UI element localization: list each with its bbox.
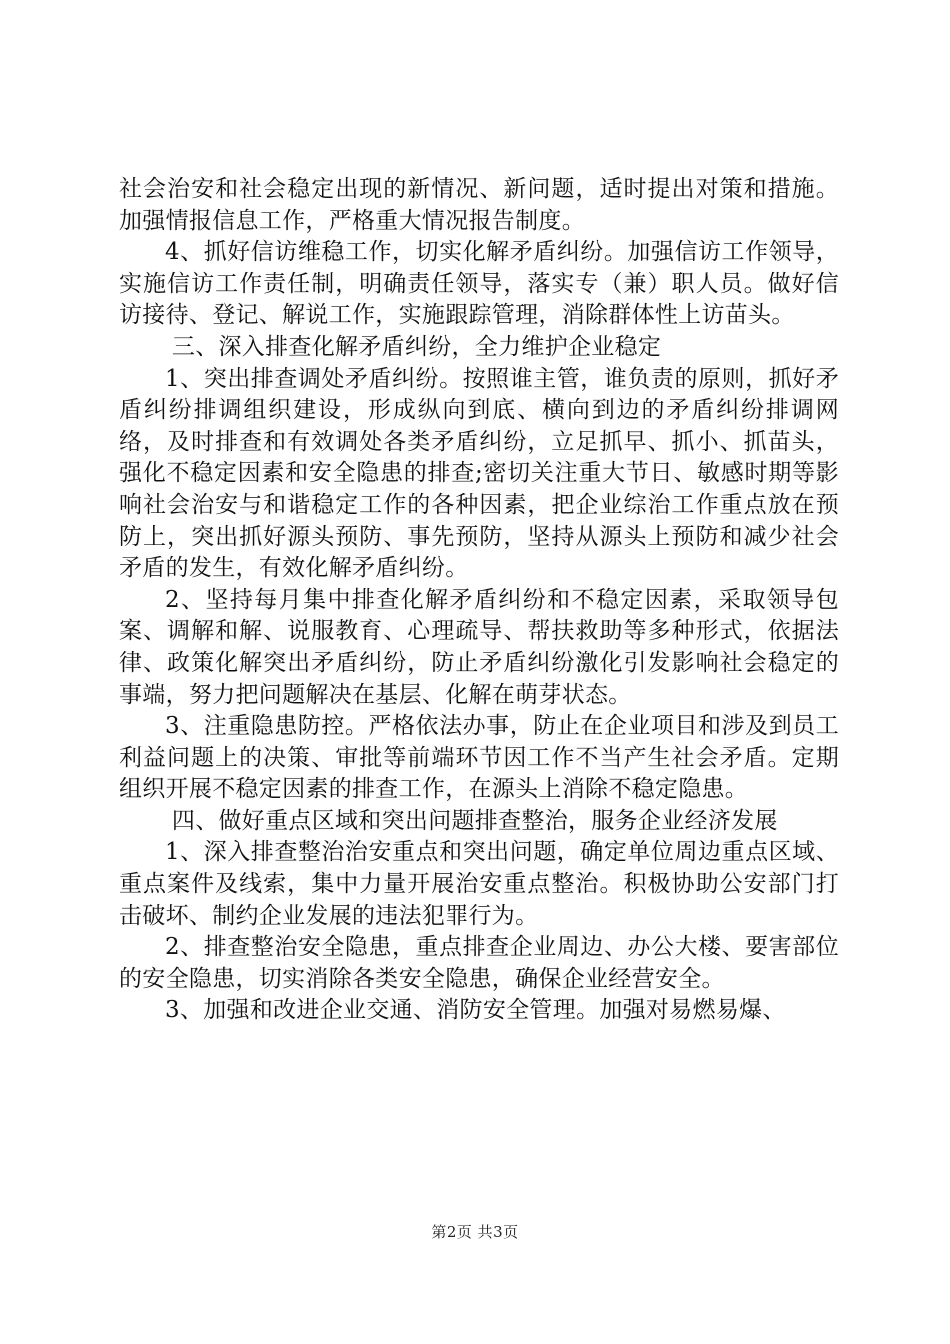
paragraph-item-4: 4、抓好信访维稳工作，切实化解矛盾纠纷。加强信访工作领导，实施信访工作责任制，明确责任领导，落实专（兼）职人员。做好信访接待、登记、解说工作，实施跟踪管理，消除群体性上访苗头。 [119, 239, 839, 329]
paragraph-item-1: 1、深入排查整治治安重点和突出问题，确定单位周边重点区域、重点案件及线索，集中力量开展治安重点整治。积极协助公安部门打击破坏、制约企业发展的违法犯罪行为。 [119, 839, 839, 929]
page-footer: 第2页 共3页 [431, 1223, 519, 1241]
paragraph-item-1: 1、突出排查调处矛盾纠纷。按照谁主管，谁负责的原则，抓好矛盾纠纷排调组织建设，形成纵向到底、横向到边的矛盾纠纷排调网络，及时排查和有效调处各类矛盾纠纷，立足抓早、抓小、抓苗头，强化不稳定因素和安全隐患的排查;密切关注重大节日、敏感时期等影响社会治安与和谐稳定工作的各种因素，把企业综治工作重点放在预防上，突出抓好源头预防、事先预防，坚持从源头上预防和减少社会矛盾的发生，有效化解矛盾纠纷。 [119, 365, 839, 582]
paragraph-item-3: 3、加强和改进企业交通、消防安全管理。加强对易燃易爆、 [165, 997, 786, 1024]
paragraph-item-2: 2、排查整治安全隐患，重点排查企业周边、办公大楼、要害部位的安全隐患，切实消除各类安全隐患，确保企业经营安全。 [119, 934, 839, 992]
paragraph-item-2: 2、坚持每月集中排查化解矛盾纠纷和不稳定因素，采取领导包案、调解和解、说服教育、心理疏导、帮扶救助等多种形式，依据法律、政策化解突出矛盾纠纷，防止矛盾纠纷激化引发影响社会稳定的事端，努力把问题解决在基层、化解在萌芽状态。 [119, 586, 839, 708]
paragraph-item-3: 3、注重隐患防控。严格依法办事，防止在企业项目和涉及到员工利益问题上的决策、审批等前端环节因工作不当产生社会矛盾。定期组织开展不稳定因素的排查工作，在源头上消除不稳定隐患。 [119, 713, 839, 803]
section-heading-4: 四、做好重点区域和突出问题排查整治，服务企业经济发展 [171, 807, 778, 834]
paragraph-continuation: 社会治安和社会稳定出现的新情况、新问题，适时提出对策和措施。加强情报信息工作，严格重大情况报告制度。 [119, 176, 839, 234]
section-heading-3: 三、深入排查化解矛盾纠纷，全力维护企业稳定 [171, 333, 662, 360]
document-body [119, 174, 839, 1027]
